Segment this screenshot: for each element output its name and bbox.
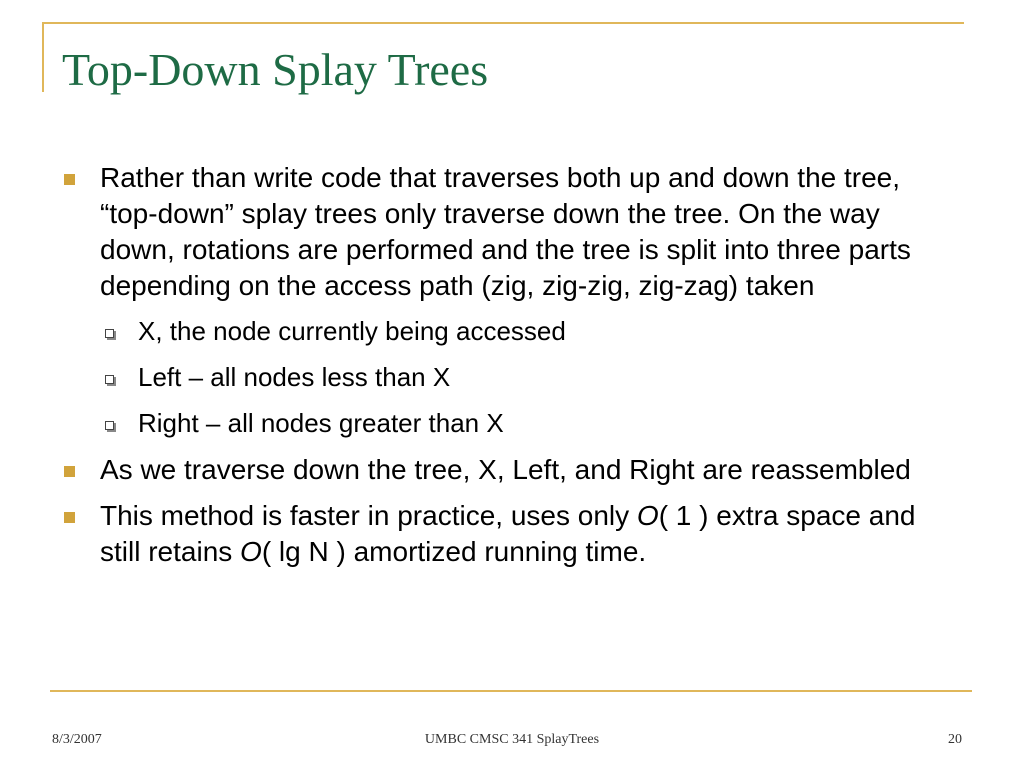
- hollow-square-bullet-icon: [105, 375, 114, 384]
- square-bullet-icon: [64, 466, 75, 477]
- bullet-text-part: ( lg N ) amortized running time.: [261, 536, 647, 567]
- sub-bullet-text: Right – all nodes greater than X: [138, 408, 504, 438]
- bullet-text-part: This method is faster in practice, uses only: [100, 500, 637, 531]
- sub-bullet-item-1: [138, 314, 958, 348]
- sub-bullet-text: X, the node currently being accessed: [138, 316, 566, 346]
- bullet-text: Rather than write code that traverses both up and down the tree, “top-down” splay trees only traverse down the tree. On the way down, rotations are performed and the tree is split into three parts depending on the access path (zig, zig-zig, zig-zag) taken: [100, 162, 911, 301]
- slide-title: Top-Down Splay Trees: [62, 44, 489, 95]
- sub-bullet-item-3: [138, 406, 958, 440]
- hollow-square-bullet-icon: [105, 421, 114, 430]
- hollow-square-bullet-icon: [105, 329, 114, 338]
- big-o-notation: O: [636, 500, 659, 531]
- bullet-item-2: [100, 452, 960, 488]
- footer-page-number: 20: [948, 732, 962, 747]
- square-bullet-icon: [64, 512, 75, 523]
- bullet-text-part: ( 1 ) extra space and still retains: [100, 500, 916, 567]
- big-o-notation: O: [240, 536, 262, 567]
- square-bullet-icon: [64, 174, 75, 185]
- bullet-item-3: [100, 498, 960, 570]
- bullet-text: As we traverse down the tree, X, Left, and Right are reassembled: [100, 454, 911, 485]
- footer-date: 8/3/2007: [52, 732, 102, 747]
- title-frame-top-line: [42, 22, 964, 24]
- sub-bullet-text: Left – all nodes less than X: [138, 362, 451, 392]
- sub-bullet-item-2: [138, 360, 958, 394]
- title-frame-left-line: [42, 22, 44, 92]
- bullet-item-1: [100, 160, 960, 304]
- footer-divider-line: [50, 690, 972, 692]
- slide-body: [0, 160, 1024, 580]
- footer-course-title: UMBC CMSC 341 SplayTrees: [424, 732, 600, 747]
